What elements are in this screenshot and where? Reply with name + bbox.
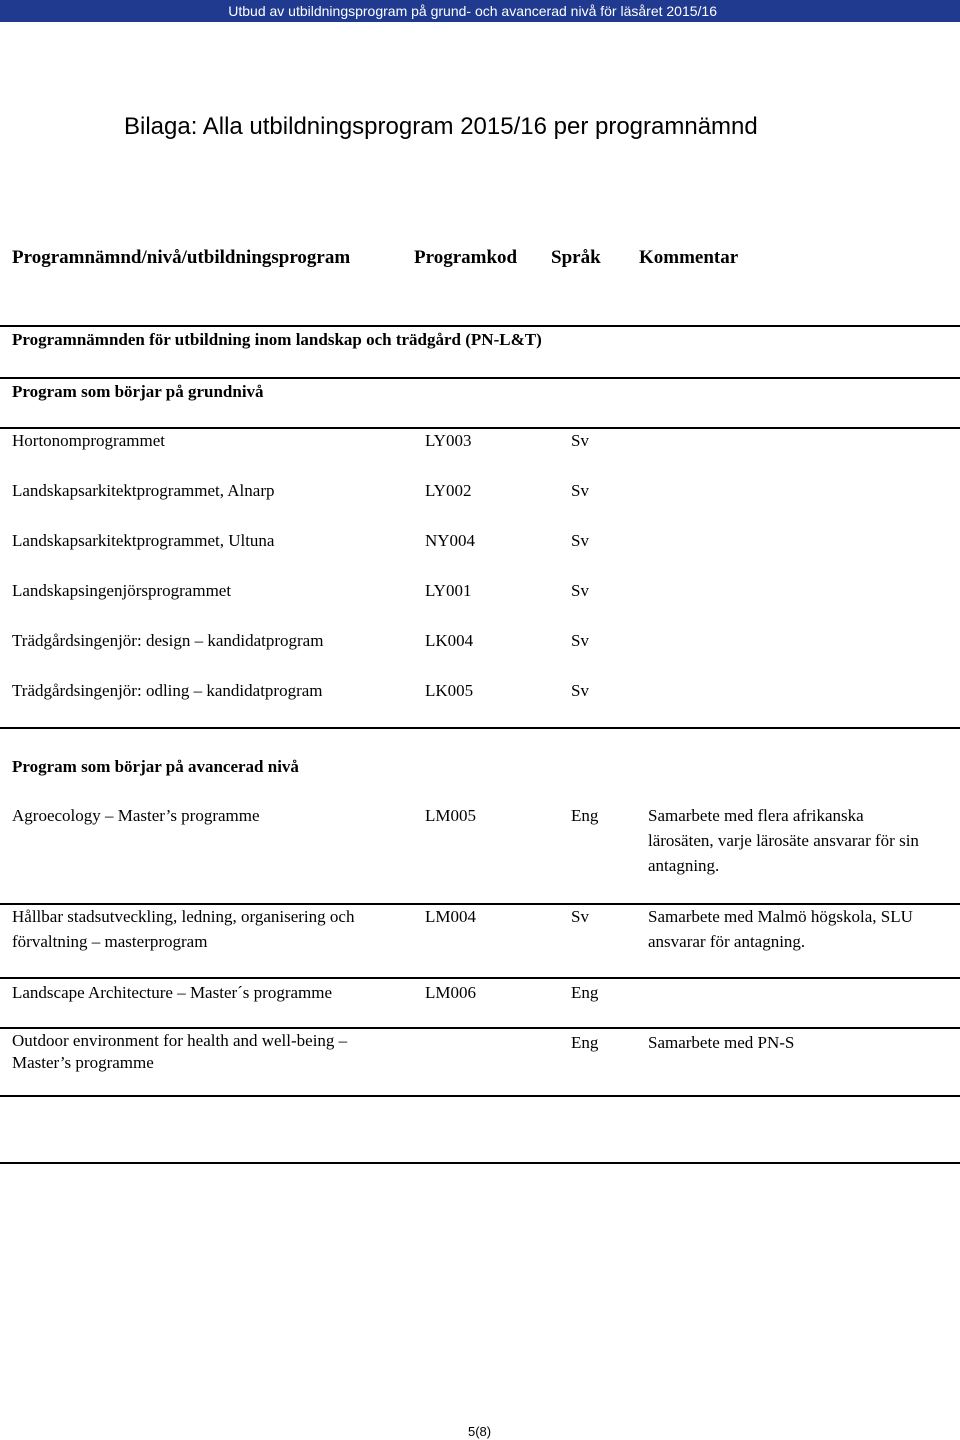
program-code: LY003 bbox=[425, 431, 472, 450]
table-rule bbox=[0, 1095, 960, 1097]
table-rule bbox=[0, 727, 960, 729]
section-heading-basic: Program som börjar på grundnivå bbox=[12, 382, 264, 401]
document-header-title: Utbud av utbildningsprogram på grund- och avancerad nivå för läsåret 2015/16 bbox=[228, 3, 717, 19]
program-code: LY001 bbox=[425, 581, 472, 600]
program-language: Eng bbox=[571, 983, 599, 1002]
table-rule bbox=[0, 1162, 960, 1164]
program-comment: Samarbete med PN-S bbox=[648, 1033, 795, 1052]
program-language: Eng bbox=[571, 1033, 599, 1052]
program-language: Sv bbox=[571, 431, 589, 450]
program-language: Sv bbox=[571, 631, 589, 650]
program-name: Outdoor environment for health and well-being – Master’s programme bbox=[12, 1031, 348, 1072]
program-name: Trädgårdsingenjör: odling – kandidatprogram bbox=[12, 681, 323, 700]
program-name: Hållbar stadsutveckling, ledning, organisering och förvaltning – masterprogram bbox=[12, 907, 355, 951]
program-name: Hortonomprogrammet bbox=[12, 431, 165, 450]
column-header-program: Programnämnd/nivå/utbildningsprogram bbox=[12, 247, 351, 268]
table-rule bbox=[0, 977, 960, 979]
section-heading-advanced: Program som börjar på avancerad nivå bbox=[12, 757, 299, 776]
column-header-comment: Kommentar bbox=[639, 247, 739, 268]
program-board-heading: Programnämnden för utbildning inom landskap och trädgård (PN-L&T) bbox=[12, 330, 542, 349]
page-number: 5(8) bbox=[468, 1424, 492, 1439]
program-code: LK004 bbox=[425, 631, 474, 650]
program-language: Sv bbox=[571, 481, 589, 500]
column-header-language: Språk bbox=[551, 247, 601, 268]
document-header-bar bbox=[0, 0, 960, 22]
program-name: Landskapsingenjörsprogrammet bbox=[12, 581, 232, 600]
program-language: Sv bbox=[571, 531, 589, 550]
program-code: LM004 bbox=[425, 907, 476, 926]
program-name: Agroecology – Master’s programme bbox=[12, 806, 260, 825]
program-code: LM006 bbox=[425, 983, 476, 1002]
program-comment: Samarbete med Malmö högskola, SLU ansvarar för antagning. bbox=[648, 907, 913, 951]
program-code: LK005 bbox=[425, 681, 474, 700]
program-comment: Samarbete med flera afrikanska lärosäten, varje lärosäte ansvarar för sin antagning. bbox=[648, 806, 919, 875]
program-code: LM005 bbox=[425, 806, 476, 825]
page-title: Bilaga: Alla utbildningsprogram 2015/16 per programnämnd bbox=[124, 113, 758, 140]
program-code: NY004 bbox=[425, 531, 476, 550]
program-code: LY002 bbox=[425, 481, 472, 500]
column-header-code: Programkod bbox=[414, 247, 518, 268]
program-language: Sv bbox=[571, 907, 589, 926]
program-language: Sv bbox=[571, 681, 589, 700]
program-name: Landscape Architecture – Master´s programme bbox=[12, 983, 333, 1002]
program-language: Eng bbox=[571, 806, 599, 825]
table-rule bbox=[0, 1027, 960, 1029]
program-name: Trädgårdsingenjör: design – kandidatprogram bbox=[12, 631, 324, 650]
program-name: Landskapsarkitektprogrammet, Alnarp bbox=[12, 481, 275, 500]
program-language: Sv bbox=[571, 581, 589, 600]
program-name: Landskapsarkitektprogrammet, Ultuna bbox=[12, 531, 275, 550]
